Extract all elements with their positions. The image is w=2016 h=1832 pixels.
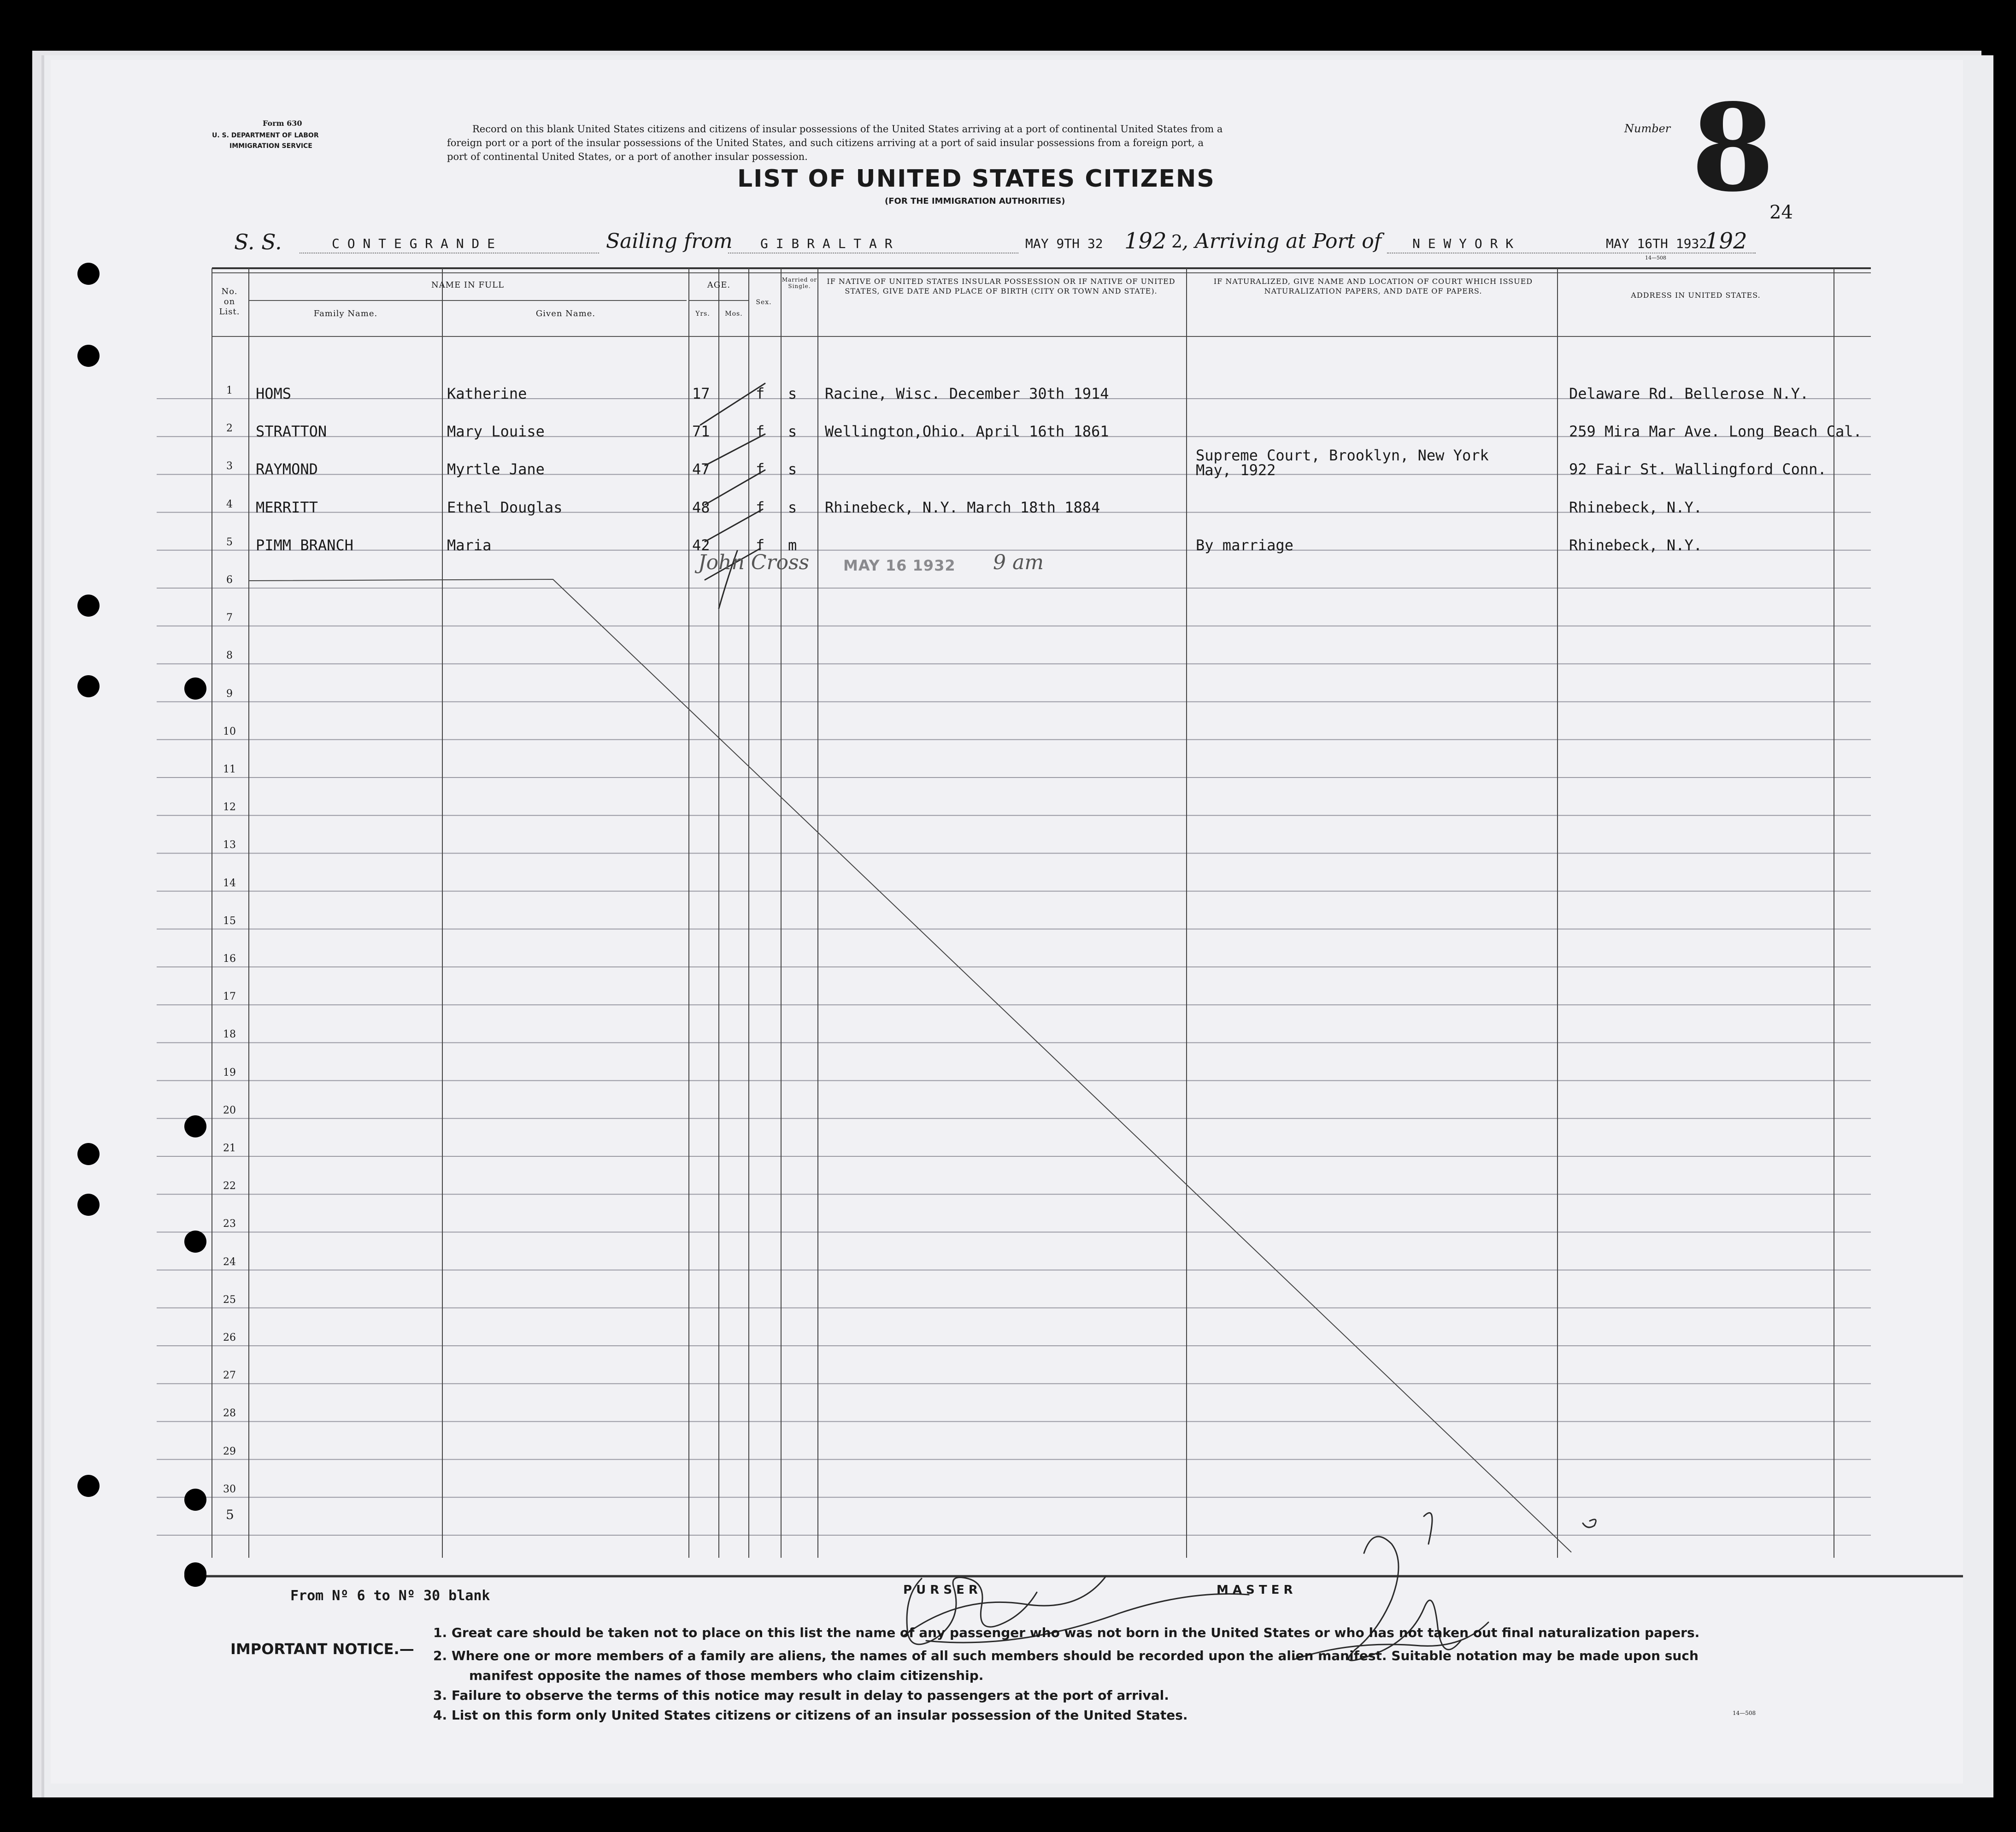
page-number: 24 bbox=[1769, 202, 1793, 223]
notice-item-4: 4. List on this form only United States citizens or citizens of an insular possession of the United States. bbox=[433, 1708, 1188, 1723]
binder-hole bbox=[77, 263, 100, 285]
address-cell: Delaware Rd. Bellerose N.Y. bbox=[1569, 385, 1809, 402]
given-name-cell: Myrtle Jane bbox=[447, 460, 545, 478]
handwriting-layer bbox=[51, 60, 1963, 1784]
col-header-mos: Mos. bbox=[725, 310, 743, 318]
marital-status-cell: s bbox=[788, 498, 797, 516]
row-number: 8 bbox=[226, 650, 233, 662]
birthplace-cell: Rhinebeck, N.Y. March 18th 1884 bbox=[825, 498, 1100, 516]
printer-note: 14—508 bbox=[1645, 255, 1666, 261]
service-name: IMMIGRATION SERVICE bbox=[229, 142, 312, 150]
given-name-cell: Katherine bbox=[447, 385, 527, 402]
notice-label: IMPORTANT NOTICE.— bbox=[230, 1640, 414, 1658]
col-header-no: No. on List. bbox=[219, 287, 240, 317]
age-years-cell: 42 bbox=[692, 536, 710, 554]
row-number: 22 bbox=[223, 1180, 236, 1192]
col-header-yrs: Yrs. bbox=[695, 310, 710, 318]
address-cell: Rhinebeck, N.Y. bbox=[1569, 498, 1702, 516]
sex-cell: f bbox=[756, 385, 765, 402]
purser-label: P U R S E R bbox=[903, 1583, 978, 1597]
inspection-stamp-date: MAY 16 1932 bbox=[843, 557, 956, 574]
cancel-diagonal-line bbox=[249, 579, 1571, 1552]
family-name-cell: STRATTON bbox=[256, 423, 327, 441]
address-cell: Rhinebeck, N.Y. bbox=[1569, 536, 1702, 554]
family-name-cell: RAYMOND bbox=[256, 460, 318, 478]
number-label: Number bbox=[1624, 122, 1671, 135]
marital-status-cell: m bbox=[788, 536, 797, 554]
row-number: 30 bbox=[223, 1483, 236, 1495]
row-number: 4 bbox=[226, 498, 233, 510]
row-number: 11 bbox=[223, 764, 236, 775]
binder-hole bbox=[77, 675, 100, 697]
family-name-cell: MERRITT bbox=[256, 498, 318, 516]
page-subtitle: (FOR THE IMMIGRATION AUTHORITIES) bbox=[885, 196, 1065, 206]
row-number: 3 bbox=[226, 460, 233, 472]
instructions-line: port of continental United States, or a port of another insular possession. bbox=[447, 151, 808, 162]
row-number: 29 bbox=[223, 1445, 236, 1457]
age-years-cell: 71 bbox=[692, 423, 710, 441]
arrival-date: MAY 16TH 1932 bbox=[1606, 236, 1707, 251]
arrival-port: N E W Y O R K bbox=[1412, 236, 1514, 251]
row-number: 2 bbox=[226, 423, 233, 435]
naturalization-date-cell: May, 1922 bbox=[1196, 461, 1276, 479]
sex-cell: f bbox=[756, 498, 765, 516]
birthplace-cell: Racine, Wisc. December 30th 1914 bbox=[825, 385, 1109, 402]
row-number: 23 bbox=[223, 1218, 236, 1230]
notice-item-2: 2. Where one or more members of a family are aliens, the names of all such members should be recorded upon the alien manifest. Suitable notation may be made upon such bbox=[433, 1648, 1699, 1663]
binder-hole bbox=[77, 1143, 100, 1165]
address-cell: 259 Mira Mar Ave. Long Beach Cal. bbox=[1569, 423, 1862, 441]
inspection-time: 9 am bbox=[993, 551, 1044, 574]
row-number: 12 bbox=[223, 801, 236, 813]
row-number: 5 bbox=[226, 536, 233, 548]
row-number: 25 bbox=[223, 1294, 236, 1306]
col-header-sex: Sex. bbox=[756, 299, 772, 306]
form-code: 14—508 bbox=[1733, 1710, 1756, 1716]
page-title: LIST OF UNITED STATES CITIZENS bbox=[737, 165, 1215, 193]
notice-item-3: 3. Failure to observe the terms of this notice may result in delay to passengers at the port of arrival. bbox=[433, 1688, 1169, 1703]
list-number: 8 bbox=[1691, 78, 1775, 218]
sailing-label: Sailing from bbox=[606, 230, 733, 253]
check-marks bbox=[700, 383, 765, 608]
family-name-cell: PIMM BRANCH bbox=[256, 536, 353, 554]
sex-cell: f bbox=[756, 460, 765, 478]
age-years-cell: 17 bbox=[692, 385, 710, 402]
marital-status-cell: s bbox=[788, 423, 797, 441]
marital-status-cell: s bbox=[788, 460, 797, 478]
sex-cell: f bbox=[756, 423, 765, 441]
manifest-page bbox=[51, 60, 1963, 1784]
ss-label: S. S. bbox=[234, 230, 282, 254]
col-header-family: Family Name. bbox=[313, 309, 378, 318]
naturalization-cell: By marriage bbox=[1196, 536, 1293, 554]
row-number: 18 bbox=[223, 1029, 236, 1041]
row-number: 9 bbox=[226, 688, 233, 700]
col-header-given: Given Name. bbox=[535, 309, 596, 318]
instructions-line: Record on this blank United States citizens and citizens of insular possessions of the United States arriving at a port of continental United States from a bbox=[472, 124, 1223, 135]
total-count: 5 bbox=[226, 1507, 234, 1522]
family-name-cell: HOMS bbox=[256, 385, 292, 402]
row-number: 27 bbox=[223, 1370, 236, 1382]
given-name-cell: Mary Louise bbox=[447, 423, 545, 441]
arrival-year-prefix: 192 bbox=[1705, 228, 1747, 254]
row-number: 17 bbox=[223, 991, 236, 1003]
row-number: 19 bbox=[223, 1066, 236, 1078]
birthplace-cell: Wellington,Ohio. April 16th 1861 bbox=[825, 423, 1109, 441]
sex-cell: f bbox=[756, 536, 765, 554]
year-prefix: 192 bbox=[1124, 228, 1167, 254]
given-name-cell: Maria bbox=[447, 536, 492, 554]
inspector-handwriting: John Cross bbox=[698, 551, 810, 574]
row-number: 10 bbox=[223, 725, 236, 737]
department-name: U. S. DEPARTMENT OF LABOR bbox=[212, 132, 319, 139]
master-label: M A S T E R bbox=[1217, 1583, 1293, 1597]
col-header-address: ADDRESS IN UNITED STATES. bbox=[1631, 291, 1761, 300]
binder-hole bbox=[184, 1565, 206, 1587]
sailing-date: MAY 9TH 32 bbox=[1025, 236, 1103, 251]
binder-hole bbox=[184, 1115, 206, 1137]
binder-hole bbox=[77, 345, 100, 367]
row-number: 13 bbox=[223, 839, 236, 851]
notice-item-1: 1. Great care should be taken not to place on this list the name of any passenger who was not born in the United States or who has not taken out final naturalization papers. bbox=[433, 1625, 1700, 1640]
col-header-age: AGE. bbox=[707, 280, 731, 290]
row-number: 28 bbox=[223, 1408, 236, 1420]
col-header-name: NAME IN FULL bbox=[431, 280, 505, 290]
row-number: 16 bbox=[223, 953, 236, 965]
marital-status-cell: s bbox=[788, 385, 797, 402]
form-number: Form 630 bbox=[263, 119, 302, 128]
row-number: 24 bbox=[223, 1256, 236, 1268]
blank-rows-note: From Nº 6 to Nº 30 blank bbox=[290, 1588, 490, 1604]
departure-port: G I B R A L T A R bbox=[760, 236, 893, 251]
binder-hole bbox=[77, 1194, 100, 1216]
notice-item-2-cont: manifest opposite the names of those members who claim citizenship. bbox=[469, 1668, 984, 1683]
row-number: 20 bbox=[223, 1104, 236, 1116]
instructions-line: foreign port or a port of the insular possessions of the United States, and such citizens arriving at a port of said insular possessions from a foreign port, a bbox=[447, 137, 1204, 148]
row-number: 14 bbox=[223, 877, 236, 889]
naturalization-cell: Supreme Court, Brooklyn, New York bbox=[1196, 447, 1489, 465]
given-name-cell: Ethel Douglas bbox=[447, 498, 563, 516]
col-header-birthplace: IF NATIVE OF UNITED STATES INSULAR POSSESSION OR IF NATIVE OF UNITED STATES, GIVE DATE AND PLACE OF BIRTH (CITY OR TOWN AND STATE). bbox=[827, 277, 1176, 295]
row-number: 1 bbox=[226, 385, 233, 396]
row-number: 21 bbox=[223, 1143, 236, 1154]
binder-hole bbox=[77, 1475, 100, 1497]
age-years-cell: 48 bbox=[692, 498, 710, 516]
col-header-married-single: Married or Single. bbox=[782, 277, 817, 289]
row-number: 26 bbox=[223, 1332, 236, 1343]
binder-hole bbox=[184, 677, 206, 700]
row-number: 15 bbox=[223, 915, 236, 927]
binder-hole bbox=[184, 1489, 206, 1511]
ship-name: C O N T E G R A N D E bbox=[332, 236, 495, 251]
address-cell: 92 Fair St. Wallingford Conn. bbox=[1569, 460, 1827, 478]
binder-hole bbox=[184, 1231, 206, 1253]
arriving-label: , Arriving at Port of bbox=[1182, 230, 1381, 253]
row-number: 7 bbox=[226, 612, 233, 624]
ink-mark bbox=[1583, 1520, 1596, 1527]
age-years-cell: 47 bbox=[692, 460, 710, 478]
binder-hole bbox=[77, 595, 100, 617]
col-header-naturalized: IF NATURALIZED, GIVE NAME AND LOCATION OF COURT WHICH ISSUED NATURALIZATION PAPERS, AND DATE OF PAPERS. bbox=[1213, 277, 1533, 295]
row-number: 6 bbox=[226, 574, 233, 586]
year-typed: 2 bbox=[1171, 231, 1183, 252]
